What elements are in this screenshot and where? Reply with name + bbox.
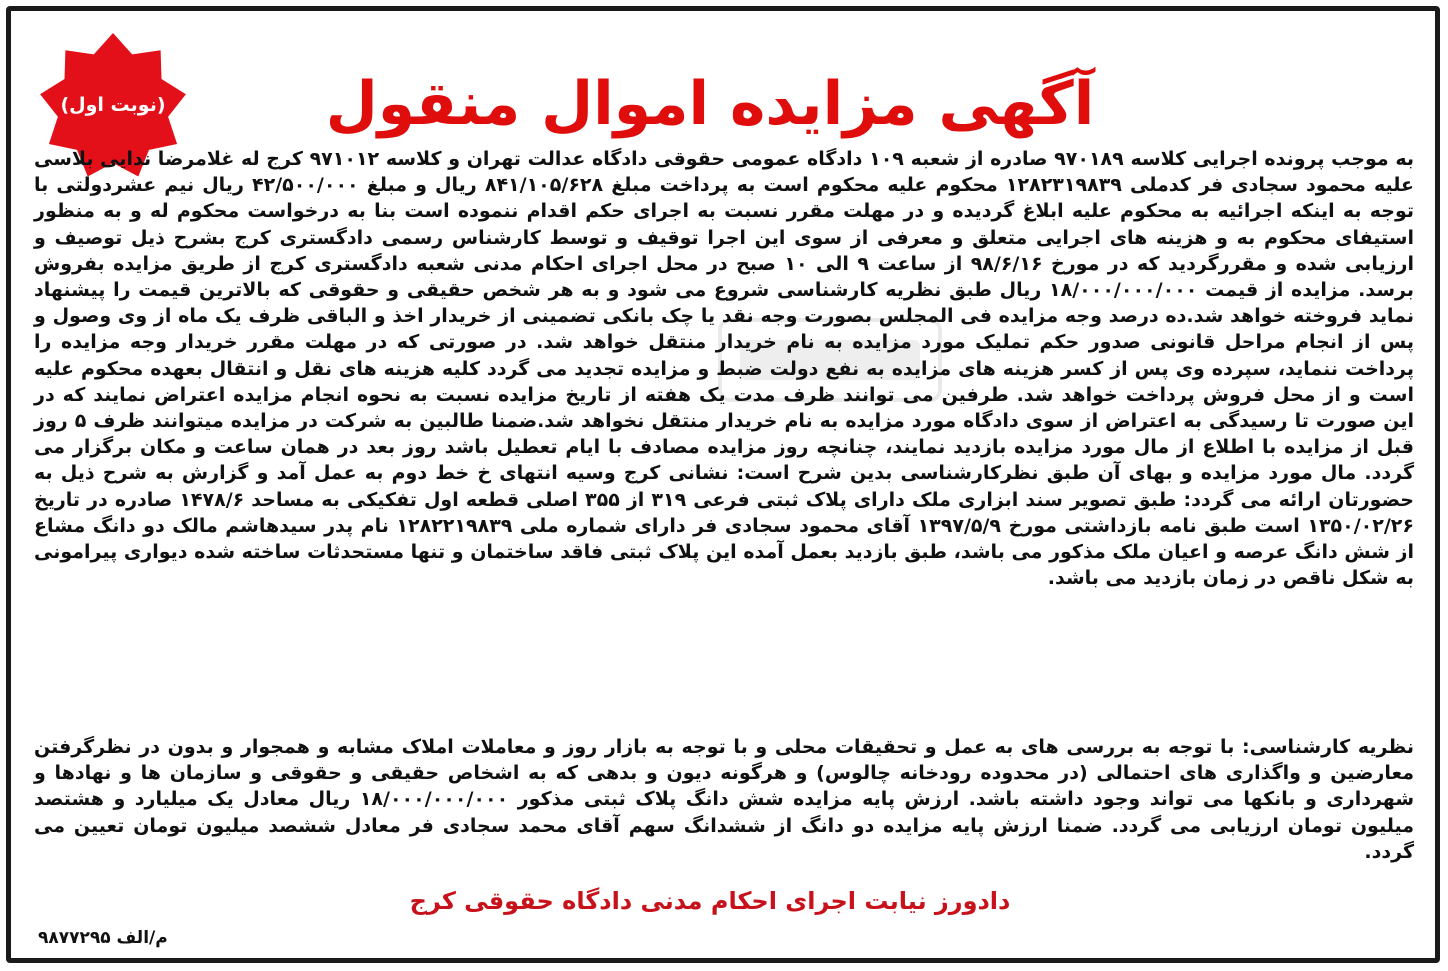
page-title: آگهی مزایده اموال منقول — [325, 69, 1095, 139]
reference-code: م/الف ۹۸۷۷۲۹۵ — [38, 928, 168, 948]
notice-body: به موجب پرونده اجرایی کلاسه ۹۷۰۱۸۹ صادره از شعبه ۱۰۹ دادگاه عمومی حقوقی دادگاه عدالت تهران و کلاسه ۹۷۱۰۱۲ کرج له غلامرضا ندایی بلاسی علیه محمود سجادی فر کدملی ۱۲۸۲۳۱۹۸۳۹ محکوم علیه محکوم است به پرداخت مبلغ ۸۴۱/۱۰۵/۶۲۸ ریال و مبلغ ۴۲/۵۰۰/۰۰۰ ریال نیم عشردولتی با توجه به اینکه اجرائیه به محکوم علیه ابلاغ گردیده و در مهلت مقرر نسبت به اجرای حکم اقدام ننموده است بنا به درخواست محکوم له و به منظور استیفای محکوم به و هزینه های اجرایی متعلق و معرفی از سوی این اجرا توقیف و توسط کارشناس رسمی دادگستری کرج بشرح ذیل توصیف و ارزیابی شده و مقررگردید که در مورخ ۹۸/۶/۱۶ از ساعت ۹ الی ۱۰ صبح در محل اجرای احکام مدنی شعبه دادگستری کرج از طریق مزایده بفروش برسد. مزایده از قیمت ۱۸/۰۰۰/۰۰۰/۰۰۰ ریال طبق نظریه کارشناسی شروع می شود و به هر شخص حقیقی و حقوقی که بالاترین قیمت را پیشنهاد نماید فروخته خواهد شد.ده درصد وجه مزایده فی المجلس بصورت وجه نقد یا چک بانکی تضمینی از خریدار اخذ و الباقی ظرف یک ماه از وی وصول و پس از انجام مراحل قانونی صدور حکم تملیک مورد مزایده به نام خریدار منتقل خواهد شد. در صورتی که در مهلت مقرر خریدار وجه مزایده را پرداخت ننماید، سپرده وی پس از کسر هزینه های مزایده به نفع دولت ضبط و مزایده تجدید می گردد کلیه هزینه های نقل و انتقال بعهده محکوم علیه است و از محل فروش پرداخت خواهد شد. طرفین می توانند ظرف مدت یک هفته از تاریخ مزایده نسبت به نحوه انجام مزایده اعتراض نمایند که در این صورت تا رسیدگی به اعتراض از سوی دادگاه مورد مزایده به نام خریدار منتقل نخواهد شد.ضمنا طالبین به شرکت در مزایده میتوانند ظرف ۵ روز قبل از مزایده با اطلاع از مال مورد مزایده بازدید نمایند، چنانچه روز مزایده مصادف با ایام تعطیل باشد روز بعد در همان ساعت و مکان برگزار می گردد. مال مورد مزایده و بهای آن طبق نظرکارشناسی بدین شرح است: نشانی کرج وسیه انتهای خ خط دوم به عمل آمد و گزارش به شرح ذیل به حضورتان ارائه می گردد: طبق تصویر سند ابزاری ملک دارای پلاک ثبتی فرعی ۳۱۹ از ۳۵۵ اصلی قطعه اول تفکیکی به مساحد ۱۴۷۸/۶ صادره در تاریخ ۱۳۵۰/۰۲/۲۶ است طبق نامه بازداشتی مورخ ۱۳۹۷/۵/۹ آقای محمود سجادی فر دارای شماره ملی ۱۲۸۲۲۱۹۸۳۹ نام پدر سیدهاشم مالک دو دانگ مشاع از شش دانگ عرصه و اعیان ملک مذکور می باشد، طبق بازدید بعمل آمده این پلاک ثبتی فاقد ساختمان و تنها مستحدثات ساخته شده دیواری پیرامونی به شکل ناقص در زمان بازدید می باشد. — [34, 148, 1415, 590]
badge-label: (نوبت اول) — [60, 94, 166, 116]
expert-opinion: نظریه کارشناسی: با توجه به بررسی های به عمل و تحقیقات محلی و با توجه به بازار روز و معاملات املاک مشابه و همجوار و بدون در نظرگرفتن معارضین و واگذاری های احتمالی (در محدوده رودخانه چالوس) و هرگونه دیون و بدهی که به اشخاص حقیقی و حقوقی و سازمان ها و نهادها و شهرداری و بانکها می تواند وجود داشته باشد. ارزش پایه مزایده شش دانگ پلاک ثبتی مذکور ۱۸/۰۰۰/۰۰۰/۰۰۰ ریال معادل یک میلیارد و هشتصد میلیون تومان ارزیابی می گردد. ضمنا ارزش پایه مزایده دو دانگ از ششدانگ سهم آقای محمد سجادی فر معادل ششصد میلیون تومان تعیین می گردد. — [34, 736, 1415, 863]
signature: دادورز نیابت اجرای احکام مدنی دادگاه حقوقی کرج — [409, 887, 1011, 915]
